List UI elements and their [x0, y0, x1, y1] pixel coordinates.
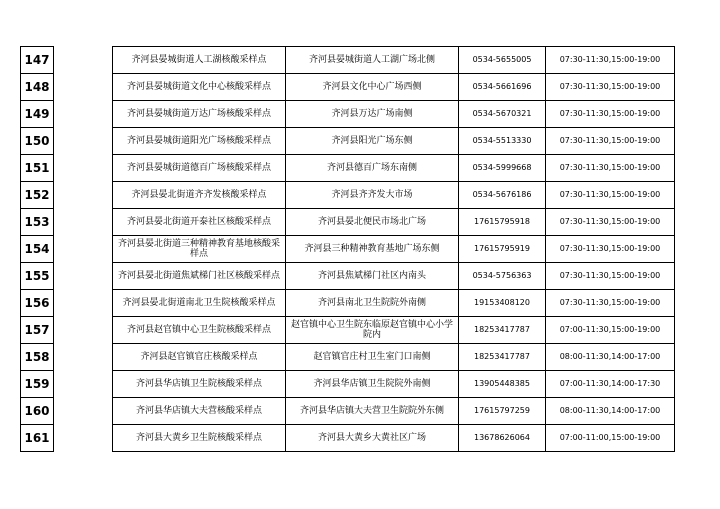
- row-number: 154: [21, 236, 54, 263]
- site-name: 齐河县晏北街道南北卫生院核酸采样点: [113, 290, 286, 317]
- site-name: 齐河县晏城街道万达广场核酸采样点: [113, 101, 286, 128]
- row-number: 148: [21, 74, 54, 101]
- spacer-cell: [54, 317, 113, 344]
- opening-hours: 08:00-11:30,14:00-17:00: [546, 344, 675, 371]
- contact-phone: 18253417787: [459, 344, 546, 371]
- site-address: 齐河县焦斌梯门社区内南头: [286, 263, 459, 290]
- row-number: 150: [21, 128, 54, 155]
- spacer-cell: [54, 182, 113, 209]
- table-row: [21, 74, 675, 101]
- row-number: 157: [21, 317, 54, 344]
- opening-hours: 07:30-11:30,15:00-19:00: [546, 47, 675, 74]
- sampling-site-table-container: [20, 46, 675, 452]
- contact-phone: 19153408120: [459, 290, 546, 317]
- contact-phone: 13678626064: [459, 425, 546, 452]
- contact-phone: 0534-5756363: [459, 263, 546, 290]
- table-row: [21, 263, 675, 290]
- site-address: 齐河县德百广场东南侧: [286, 155, 459, 182]
- site-name: 齐河县晏北街道三种精神教育基地核酸采样点: [113, 236, 286, 263]
- site-name: 齐河县赵官镇官庄核酸采样点: [113, 344, 286, 371]
- table-row: [21, 425, 675, 452]
- contact-phone: 0534-5513330: [459, 128, 546, 155]
- sampling-site-table: [20, 46, 675, 452]
- spacer-cell: [54, 263, 113, 290]
- site-address: 赵官镇中心卫生院东临原赵官镇中心小学院内: [286, 317, 459, 344]
- row-number: 158: [21, 344, 54, 371]
- contact-phone: 17615797259: [459, 398, 546, 425]
- opening-hours: 07:00-11:30,14:00-17:30: [546, 371, 675, 398]
- site-address: 赵官镇官庄村卫生室门口南侧: [286, 344, 459, 371]
- site-address: 齐河县文化中心广场西侧: [286, 74, 459, 101]
- site-name: 齐河县晏城街道文化中心核酸采样点: [113, 74, 286, 101]
- site-address: 齐河县齐齐发大市场: [286, 182, 459, 209]
- row-number: 156: [21, 290, 54, 317]
- site-name: 齐河县晏北街道开泰社区核酸采样点: [113, 209, 286, 236]
- opening-hours: 07:30-11:30,15:00-19:00: [546, 74, 675, 101]
- spacer-cell: [54, 290, 113, 317]
- row-number: 153: [21, 209, 54, 236]
- site-address: 齐河县三种精神教育基地广场东侧: [286, 236, 459, 263]
- table-row: [21, 101, 675, 128]
- table-row: [21, 236, 675, 263]
- table-row: [21, 290, 675, 317]
- site-name: 齐河县大黄乡卫生院核酸采样点: [113, 425, 286, 452]
- table-body: [21, 47, 675, 452]
- site-address: 齐河县大黄乡大黄社区广场: [286, 425, 459, 452]
- table-row: [21, 182, 675, 209]
- table-row: [21, 398, 675, 425]
- site-name: 齐河县晏北街道齐齐发核酸采样点: [113, 182, 286, 209]
- table-row: [21, 371, 675, 398]
- opening-hours: 07:30-11:30,15:00-19:00: [546, 155, 675, 182]
- site-address: 齐河县南北卫生院院外南侧: [286, 290, 459, 317]
- site-address: 齐河县晏北便民市场北广场: [286, 209, 459, 236]
- site-name: 齐河县晏北街道焦斌梯门社区核酸采样点: [113, 263, 286, 290]
- opening-hours: 07:30-11:30,15:00-19:00: [546, 128, 675, 155]
- row-number: 152: [21, 182, 54, 209]
- site-address: 齐河县阳光广场东侧: [286, 128, 459, 155]
- site-name: 齐河县华店镇大夫营核酸采样点: [113, 398, 286, 425]
- contact-phone: 0534-5655005: [459, 47, 546, 74]
- table-row: [21, 317, 675, 344]
- site-name: 齐河县晏城街道阳光广场核酸采样点: [113, 128, 286, 155]
- opening-hours: 07:30-11:30,15:00-19:00: [546, 290, 675, 317]
- opening-hours: 07:00-11:30,15:00-19:00: [546, 317, 675, 344]
- row-number: 149: [21, 101, 54, 128]
- contact-phone: 13905448385: [459, 371, 546, 398]
- contact-phone: 0534-5676186: [459, 182, 546, 209]
- contact-phone: 0534-5661696: [459, 74, 546, 101]
- spacer-cell: [54, 47, 113, 74]
- table-row: [21, 128, 675, 155]
- table-row: [21, 344, 675, 371]
- spacer-cell: [54, 425, 113, 452]
- opening-hours: 07:00-11:00,15:00-19:00: [546, 425, 675, 452]
- spacer-cell: [54, 101, 113, 128]
- spacer-cell: [54, 344, 113, 371]
- contact-phone: 18253417787: [459, 317, 546, 344]
- spacer-cell: [54, 398, 113, 425]
- site-address: 齐河县万达广场南侧: [286, 101, 459, 128]
- opening-hours: 07:30-11:30,15:00-19:00: [546, 209, 675, 236]
- contact-phone: 0534-5670321: [459, 101, 546, 128]
- spacer-cell: [54, 209, 113, 236]
- site-address: 齐河县华店镇卫生院院外南侧: [286, 371, 459, 398]
- site-name: 齐河县赵官镇中心卫生院核酸采样点: [113, 317, 286, 344]
- table-row: [21, 209, 675, 236]
- spacer-cell: [54, 371, 113, 398]
- opening-hours: 07:30-11:30,15:00-19:00: [546, 101, 675, 128]
- opening-hours: 07:30-11:30,15:00-19:00: [546, 236, 675, 263]
- row-number: 155: [21, 263, 54, 290]
- row-number: 161: [21, 425, 54, 452]
- row-number: 160: [21, 398, 54, 425]
- spacer-cell: [54, 236, 113, 263]
- site-name: 齐河县晏城街道德百广场核酸采样点: [113, 155, 286, 182]
- site-address: 齐河县华店镇大夫营卫生院院外东侧: [286, 398, 459, 425]
- contact-phone: 0534-5999668: [459, 155, 546, 182]
- row-number: 151: [21, 155, 54, 182]
- opening-hours: 07:30-11:30,15:00-19:00: [546, 263, 675, 290]
- site-name: 齐河县华店镇卫生院核酸采样点: [113, 371, 286, 398]
- spacer-cell: [54, 128, 113, 155]
- spacer-cell: [54, 155, 113, 182]
- table-row: [21, 47, 675, 74]
- spacer-cell: [54, 74, 113, 101]
- opening-hours: 08:00-11:30,14:00-17:00: [546, 398, 675, 425]
- row-number: 159: [21, 371, 54, 398]
- site-address: 齐河县晏城街道人工湖广场北侧: [286, 47, 459, 74]
- contact-phone: 17615795918: [459, 209, 546, 236]
- site-name: 齐河县晏城街道人工湖核酸采样点: [113, 47, 286, 74]
- opening-hours: 07:30-11:30,15:00-19:00: [546, 182, 675, 209]
- contact-phone: 17615795919: [459, 236, 546, 263]
- row-number: 147: [21, 47, 54, 74]
- table-row: [21, 155, 675, 182]
